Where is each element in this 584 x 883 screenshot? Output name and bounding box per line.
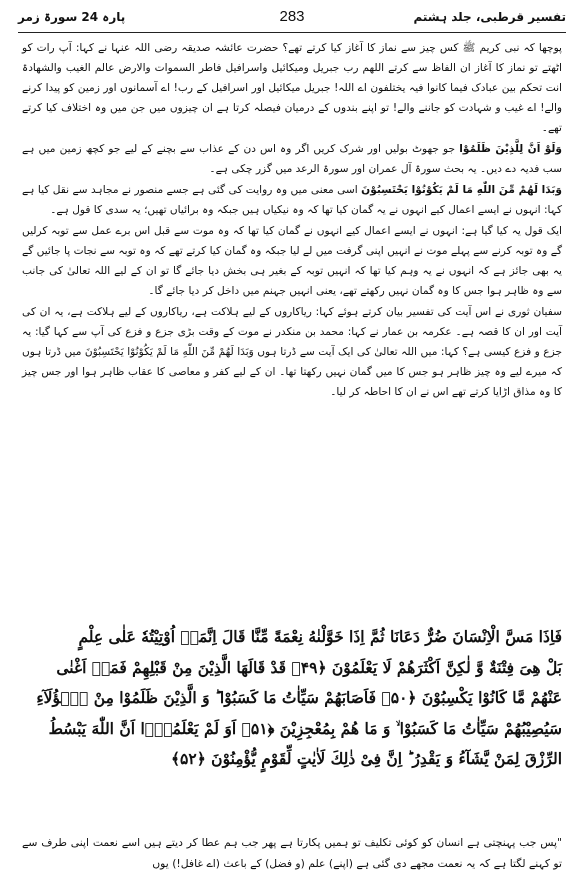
paragraph-text: ایک قول یہ کیا گیا ہے: انہوں نے ایسے اعمال کیے انہوں نے گمان کیا تھا کہ وہ موت سے قبل اس برے عمل سے توبہ کرلیں گے وہ توبہ کرنے سے پہلے موت نے انہیں اپنی گرفت میں لے لیا جبکہ وہ گمان کیا کرتے تھے کہ وہ توبہ سے نجات پا جائیں گے یہ بھی جائز ہے کہ انہوں نے یہ وہم کیا تھا کہ انہیں توبہ کے بغیر ہی بخش دیا جائے گا تو ان کے لیے اللہ تعالیٰ کی جانب سے وہ ظاہر ہوا جس کا وہ گمان نہیں رکھتے تھے، یعنی انہیں جہنم میں داخل کر دیا جائے گا۔: [22, 225, 562, 297]
paragraph: [22, 221, 562, 301]
paragraph: [22, 139, 562, 179]
paragraph-text: پوچھا کہ نبی کریم ﷺ کس چیز سے نماز کا آغاز کیا کرتے تھے؟ حضرت عائشہ صدیقہ رضی اللہ عنہا نے کہا: آپ رات کو اٹھتے تو نماز کا آغاز ان الفاظ سے کرتے اللھم رب جبریل ومیکائیل واسرافیل فاطر السموات والارض عالم الغیب والشھادۃ انت تحکم بین عبادک فیما کانوا فیہ یختلفون اے اللہ! جبریل میکائیل اور اسرافیل کے رب! اے آسمانوں اور زمین کو پیدا کرنے والے! اے غیب و شہادت کو جاننے والے! تو اپنے بندوں کے درمیان فیصلہ کرتا ہے ان چیزوں میں جن میں وہ اختلاف کیا کرتے تھے۔: [22, 42, 562, 134]
page-header: [18, 8, 566, 34]
paragraph-text: سفیان ثوری نے اس آیت کی تفسیر بیان کرتے ہوئے کہا: ریاکاروں کے لیے ہلاکت ہے، ریاکاروں کے لیے ہلاکت ہے، یہ ان کی آیت اور ان کا قصہ ہے۔ عکرمہ بن عمار نے کہا: محمد بن منکدر نے موت کے وقت بڑی جزع و فزع کی آپ سے کہا گیا: یہ جزع و فزع کیسی ہے؟ کہا: میں اللہ تعالیٰ کی ایک آیت سے ڈرتا ہوں وَبَدَا لَهُمْ مِّنَ اللّٰهِ مَا لَمْ یَكُوْنُوْا یَحْتَسِبُوْنَ میں ڈرتا ہوں کہ میرے لیے وہ چیز ظاہر ہو جس کا میں گمان نہیں رکھتا تھا۔ ان کے لیے کفر و معاصی کا عقاب ظاہر ہوا اور جس چیز کا وہ مذاق اڑایا کرتے تھے اس نے ان کا احاطہ کر لیا۔: [22, 306, 562, 398]
page-number: 283: [279, 8, 305, 25]
verse-line: بَلْ هِیَ فِتْنَةٌ وَّ لٰكِنَّ اَكْثَرَهُمْ لَا یَعْلَمُوْنَ ﴿۴۹﴾ قَدْ قَالَهَا الَّذِیْنَ مِنْ قَبْلِهِمْ فَمَاۤ اَغْنٰی: [56, 657, 562, 677]
paragraph: [22, 38, 562, 138]
book-title: تفسیر قرطبی، جلد ہشتم: [413, 10, 566, 24]
header-rule: [18, 32, 566, 33]
paragraph: [22, 180, 562, 220]
verse-line: الرِّزْقَ لِمَنْ یَّشَآءُ وَ یَقْدِرُ ؕ اِنَّ فِیْ ذٰلِكَ لَاٰیٰتٍ لِّقَوْمٍ یُّؤْمِنُوْنَ ﴿۵۲﴾: [170, 749, 562, 768]
quran-quote: وَلَوْ اَنَّ لِلَّذِیْنَ ظَلَمُوْا: [459, 143, 562, 155]
paragraph: [22, 302, 562, 402]
paragraph-text: اسی معنی میں وہ روایت کی گئی ہے جسے منصور نے مجاہد سے نقل کیا ہے کہا: انہوں نے ایسے اعمال کیے انہوں نے یہ گمان کیا تھا کہ وہ نیکیاں ہیں جبکہ وہ برائیاں تھیں؛ یہ سدی کا قول ہے۔: [22, 184, 562, 216]
commentary-text: [22, 38, 562, 403]
section-title: پارہ 24 سورۃ زمر: [18, 10, 126, 24]
verse-line: فَاِذَا مَسَّ الْاِنْسَانَ ضُرٌّ دَعَانَا ثُمَّ اِذَا خَوَّلْنٰهُ نِعْمَةً مِّنَّا قَالَ اِنَّمَاۤ اُوْتِیْتُهٗ عَلٰی عِلْمٍ: [78, 627, 562, 646]
verse-line: سَیُصِیْبُهُمْ سَیِّاٰتُ مَا كَسَبُوْا ۙ وَ مَا هُمْ بِمُعْجِزِیْنَ ﴿۵۱﴾ اَوَ لَمْ یَعْلَمُوْۤا اَنَّ اللّٰهَ یَبْسُطُ: [48, 718, 562, 738]
verse-translation: "پس جب پہنچتی ہے انسان کو کوئی تکلیف تو ہمیں پکارتا ہے پھر جب ہم عطا کر دیتے ہیں اسے نعمت اپنی طرف سے تو کہنے لگتا ہے کہ یہ نعمت مجھے دی گئی ہے (اپنے) علم (و فضل) کے باعث (اے غافل!) یوں: [22, 836, 562, 870]
verse-line: عَنْهُمْ مَّا كَانُوْا یَكْسِبُوْنَ ﴿۵۰﴾ فَاَصَابَهُمْ سَیِّاٰتُ مَا كَسَبُوْا ؕ وَ الَّذِیْنَ ظَلَمُوْا مِنْ هٰۤؤُلَآءِ: [36, 688, 562, 707]
quran-quote: وَبَدَا لَهُمْ مِّنَ اللّٰهِ مَا لَمْ یَكُوْنُوْا یَحْتَسِبُوْنَ: [361, 184, 562, 196]
quran-verse-block: [22, 622, 562, 775]
paragraph-text: جو جھوٹ بولیں اور شرک کریں اگر وہ اس دن کے عذاب سے بچنے کے لیے جو کچھ زمین میں ہے سب فدیہ دے دیں۔ یہ بحث سورۃ آل عمران اور سورۃ الرعد میں گزر چکی ہے۔: [22, 143, 562, 175]
